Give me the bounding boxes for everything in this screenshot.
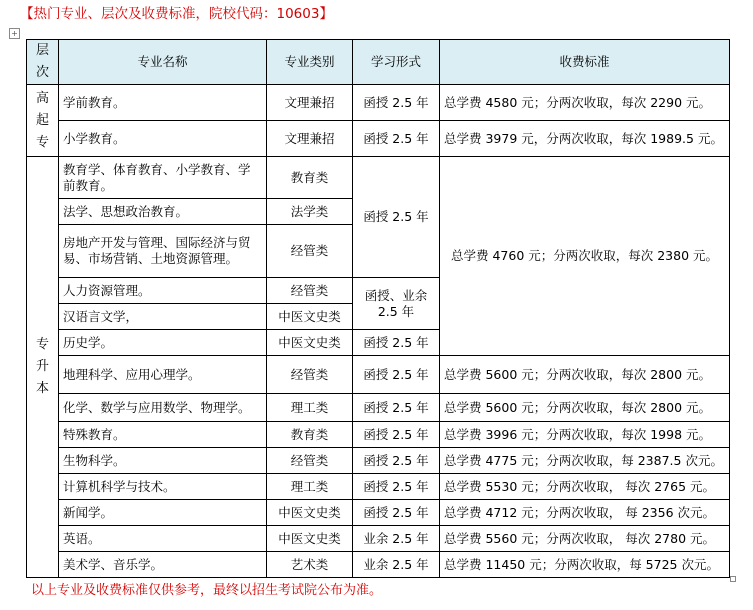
fee-cell: 总学费 4775 元；分两次收取，每 2387.5 次元。 [440,448,730,474]
header-level: 层次 [27,40,59,85]
category-cell: 中医文史类 [267,304,353,330]
category-cell: 教育类 [267,422,353,448]
fee-cell: 总学费 5600 元；分两次收取，每次 2800 元。 [440,356,730,394]
table-row [27,121,730,157]
table-header-row [27,40,730,85]
table-row [27,448,730,474]
level-cell-gaoqizhuan: 高起专 [27,85,59,157]
mode-cell: 函授 2.5 年 [353,356,440,394]
major-cell: 汉语言文学， [59,304,267,330]
major-cell: 房地产开发与管理、国际经济与贸易、市场营销、土地资源管理。 [59,225,267,278]
major-cell: 英语。 [59,526,267,552]
category-cell: 经管类 [267,356,353,394]
category-cell: 经管类 [267,278,353,304]
table-row [27,394,730,422]
fee-cell: 总学费 3979 元，分两次收取，每次 1989.5 元。 [440,121,730,157]
category-cell: 理工类 [267,394,353,422]
fee-cell: 总学费 5600 元；分两次收取，每次 2800 元。 [440,394,730,422]
mode-cell: 函授 2.5 年 [353,500,440,526]
category-cell: 中医文史类 [267,500,353,526]
header-major: 专业名称 [59,40,267,85]
mode-cell: 业余 2.5 年 [353,552,440,578]
table-row [27,356,730,394]
table-row [27,422,730,448]
mode-cell: 函授 2.5 年 [353,330,440,356]
mode-cell: 函授 2.5 年 [353,85,440,121]
table-row [27,157,730,199]
level-cell-zhuanshengben: 专升本 [27,157,59,578]
category-cell: 法学类 [267,199,353,225]
major-cell: 法学、思想政治教育。 [59,199,267,225]
table-move-handle-icon[interactable]: + [9,28,20,39]
major-cell: 小学教育。 [59,121,267,157]
fee-cell: 总学费 11450 元；分两次收取，每 5725 次元。 [440,552,730,578]
fee-cell: 总学费 4580 元；分两次收取，每次 2290 元。 [440,85,730,121]
header-category: 专业类别 [267,40,353,85]
major-cell: 地理科学、应用心理学。 [59,356,267,394]
table-row [27,552,730,578]
page-title: 【热门专业、层次及收费标准，院校代码：10603】 [20,6,333,22]
category-cell: 中医文史类 [267,330,353,356]
category-cell: 教育类 [267,157,353,199]
major-cell: 新闻学。 [59,500,267,526]
category-cell: 艺术类 [267,552,353,578]
category-cell: 理工类 [267,474,353,500]
major-cell: 化学、数学与应用数学、物理学。 [59,394,267,422]
category-cell: 经管类 [267,225,353,278]
mode-cell: 函授 2.5 年 [353,394,440,422]
mode-cell-merged-2: 函授、业余 2.5 年 [353,278,440,330]
table-row [27,85,730,121]
fee-table [26,39,730,578]
major-cell: 计算机科学与技术。 [59,474,267,500]
footnote: 以上专业及收费标准仅供参考，最终以招生考试院公布为准。 [31,583,383,598]
mode-cell: 函授 2.5 年 [353,448,440,474]
mode-cell: 函授 2.5 年 [353,474,440,500]
major-cell: 学前教育。 [59,85,267,121]
fee-cell: 总学费 5530 元；分两次收取， 每次 2765 元。 [440,474,730,500]
major-cell: 美术学、音乐学。 [59,552,267,578]
category-cell: 文理兼招 [267,85,353,121]
fee-cell: 总学费 4712 元；分两次收取， 每 2356 次元。 [440,500,730,526]
header-fee: 收费标准 [440,40,730,85]
fee-cell: 总学费 5560 元；分两次收取， 每次 2780 元。 [440,526,730,552]
major-cell: 历史学。 [59,330,267,356]
fee-cell: 总学费 3996 元；分两次收取，每次 1998 元。 [440,422,730,448]
major-cell: 特殊教育。 [59,422,267,448]
category-cell: 中医文史类 [267,526,353,552]
mode-cell-merged-1: 函授 2.5 年 [353,157,440,278]
major-cell: 人力资源管理。 [59,278,267,304]
header-mode: 学习形式 [353,40,440,85]
category-cell: 文理兼招 [267,121,353,157]
table-resize-handle[interactable] [730,576,736,582]
category-cell: 经管类 [267,448,353,474]
fee-cell-merged: 总学费 4760 元；分两次收取，每次 2380 元。 [440,157,730,356]
table-row [27,526,730,552]
table-row [27,474,730,500]
mode-cell: 业余 2.5 年 [353,526,440,552]
table-row [27,500,730,526]
mode-cell: 函授 2.5 年 [353,422,440,448]
mode-cell: 函授 2.5 年 [353,121,440,157]
major-cell: 教育学、体育教育、小学教育、学前教育。 [59,157,267,199]
major-cell: 生物科学。 [59,448,267,474]
